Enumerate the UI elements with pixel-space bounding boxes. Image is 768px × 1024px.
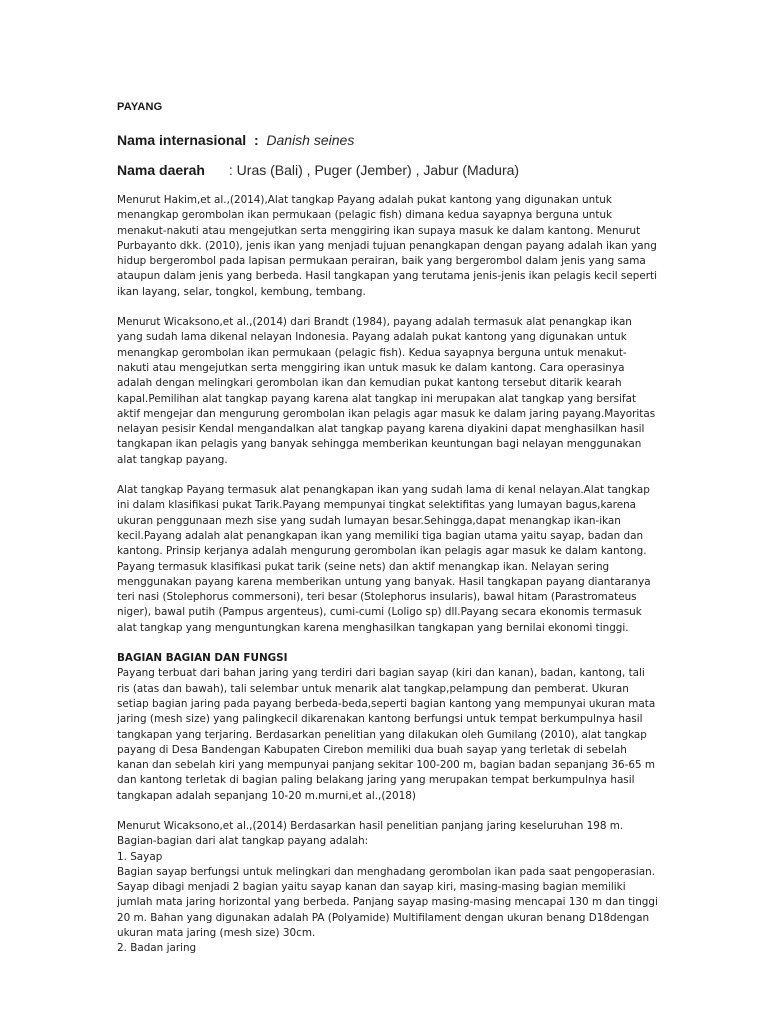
section-paragraph: [117, 666, 657, 804]
paragraph-line: aktif mengejar dan mengurung gerombolan ikan pelagis agar masuk ke dalam jaring payang.Mayoritas: [117, 407, 656, 420]
international-name-row: [117, 131, 657, 149]
paragraph-line: alat tangkap payang.: [117, 453, 228, 466]
paragraph-line: ikan layang, selar, tongkol, kembung, tembang.: [117, 285, 366, 298]
paragraph-line: 20 m. Bahan yang digunakan adalah PA (Polyamide) Multifilament dengan ukuran benang D18dengan: [117, 911, 650, 924]
paragraph-line: alat tangkap yang menguntungkan karena menghasilkan tangkapan yang bernilai ekonomi tinggi.: [117, 621, 629, 634]
paragraph-line: nakuti atau mengejutkan serta menggiring ikan untuk masuk ke dalam kantong. Cara operasinya: [117, 361, 625, 374]
paragraph-line: Sayap dibagi menjadi 2 bagian yaitu sayap kanan dan sayap kiri, masing-masing bagian memiliki: [117, 881, 626, 894]
document-page: [117, 100, 657, 957]
paragraph-line: adalah dengan melingkari gerombolan ikan dan kemudian pukat kantong tersebut ditarik kearah: [117, 377, 622, 390]
paragraph-line: Menurut Wicaksono,et al.,(2014) dari Brandt (1984), payang adalah termasuk alat penangkap ikan: [117, 316, 632, 329]
paragraph-line: Menurut Wicaksono,et al.,(2014) Berdasarkan hasil penelitian panjang jaring keseluruhan 198 m.: [117, 819, 624, 832]
paragraph-line: setiap bagian jaring pada payang berbeda-beda,seperti bagian kantong yang mempunyai ukuran mata: [117, 697, 656, 710]
paragraph-line: tangkapan ikan pelagis yang banyak sehingga memberikan keuntungan bagi nelayan menggunakan: [117, 438, 642, 451]
paragraph-line: teri nasi (Stolephorus commersoni), teri besar (Stolephorus insularis), bawal hitam (Parastromateus: [117, 591, 637, 604]
paragraph-line: jaring (mesh size) yang palingkecil dikarenakan kantong berfungsi untuk tempat berkumpulnya hasil: [117, 713, 643, 726]
paragraph-line: kecil.Payang adalah alat penangkapan ikan yang memiliki tiga bagian utama yaitu sayap, badan dan: [117, 529, 644, 542]
local-name-label: Nama daerah: [117, 162, 205, 178]
paragraph-line: nelayan pesisir Kendal mengandalkan alat tangkap payang karena diyakini dapat menghasilkan hasil: [117, 423, 645, 436]
section-heading: BAGIAN BAGIAN DAN FUNGSI: [117, 652, 288, 665]
paragraph-line: tangkapan yang terjaring. Berdasarkan penelitian yang dilakukan oleh Gumilang (2010), alat tangkap: [117, 728, 647, 741]
paragraph-line: ukuran mata jaring (mesh size) 30cm.: [117, 927, 316, 940]
paragraph-line: payang di Desa Bandengan Kabupaten Cirebon memiliki dua buah sayap yang terletak di sebelah: [117, 743, 627, 756]
paragraph-3: [117, 483, 657, 636]
paragraph-line: tangkapan adalah sepanjang 10-20 m.murni,et al.,(2018): [117, 789, 416, 802]
paragraph-line: Payang termasuk klasifikasi pukat tarik (seine nets) dan aktif menangkap ikan. Nelayan sering: [117, 560, 610, 573]
paragraph-line: yang sudah lama dikenal nelayan Indonesia. Payang adalah pukat kantong yang digunakan untuk: [117, 331, 627, 344]
paragraph-parts: [117, 819, 657, 957]
local-name-row: [117, 161, 657, 179]
paragraph-line: Menurut Hakim,et al.,(2014),Alat tangkap Payang adalah pukat kantong yang digunakan untuk: [117, 194, 612, 206]
local-name-value: : Uras (Bali) , Puger (Jember) , Jabur (Madura): [228, 162, 520, 178]
paragraph-line: dan kantong terletak di bagian paling belakang jaring yang merupakan tempat berkumpulnya hasil: [117, 774, 635, 787]
paragraph-line: ukuran penggunaan mezh sise yang sudah lumayan besar.Sehingga,dapat menangkap ikan-ikan: [117, 514, 621, 527]
paragraph-line: hidup bergerombol pada lapisan permukaan perairan, baik yang bergerombol dalam jenis yang sama: [117, 255, 646, 268]
international-name-separator: :: [253, 132, 259, 148]
document-title: PAYANG: [117, 101, 163, 113]
paragraph-line: kanan dan sebelah kiri yang mempunyai panjang sekitar 100-200 m, bagian badan sepanjang 36-65 m: [117, 759, 655, 772]
paragraph-line: Bagian-bagian dari alat tangkap payang adalah:: [117, 835, 369, 848]
paragraph-line: Payang terbuat dari bahan jaring yang terdiri dari bagian sayap (kiri dan kanan), badan, kantong, tali: [117, 667, 645, 680]
list-item-heading: 1. Sayap: [117, 850, 163, 863]
paragraph-line: menangkap gerombolan ikan permukaan (pelagic fish) dimana kedua sayapnya berguna untuk: [117, 209, 613, 222]
paragraph-line: ini dalam klasifikasi pukat Tarik.Payang mempunyai tingkat selektifitas yang lumayan bagus,karena: [117, 499, 637, 512]
paragraph-line: menggunakan payang karena memberikan untung yang banyak. Hasil tangkapan payang diantaranya: [117, 575, 651, 588]
paragraph-line: ris (atas dan bawah), tali selembar untuk menarik alat tangkap,pelampung dan pemberat. Ukuran: [117, 682, 629, 695]
paragraph-line: menakut-nakuti atau mengejutkan serta menggiring ikan supaya masuk ke dalam kantong. Menurut: [117, 224, 641, 237]
paragraph-1: [117, 193, 657, 300]
list-item-heading: 2. Badan jaring: [117, 942, 197, 955]
paragraph-line: Bagian sayap berfungsi untuk melingkari dan menghadang gerombolan ikan pada saat pengoperasian.: [117, 865, 655, 878]
paragraph-line: niger), bawal putih (Pampus argenteus), cumi-cumi (Loligo sp) dll.Payang secara ekonomis termasuk: [117, 606, 642, 619]
paragraph-2: [117, 315, 657, 468]
paragraph-line: Purbayanto dkk. (2010), jenis ikan yang menjadi tujuan penangkapan dengan payang adalah ikan yang: [117, 239, 657, 252]
international-name-value: Danish seines: [266, 132, 355, 148]
paragraph-line: jumlah mata jaring horizontal yang berbeda. Panjang sayap masing-masing mencapai 130 m dan tinggi: [117, 896, 658, 909]
paragraph-line: ataupun dalam jenis yang berbeda. Hasil tangkapan yang terutama jenis-jenis ikan pelagis kecil seperti: [117, 270, 657, 283]
paragraph-line: menangkap gerombolan ikan permukaan (pelagic fish). Kedua sayapnya berguna untuk menakut-: [117, 346, 627, 359]
international-name-label: Nama internasional: [117, 132, 247, 148]
paragraph-line: kantong. Prinsip kerjanya adalah mengurung gerombolan ikan pelagis agar masuk ke dalam kantong.: [117, 545, 647, 558]
paragraph-line: kapal.Pemilihan alat tangkap payang karena alat tangkap ini merupakan alat tangkap yang bersifat: [117, 392, 637, 405]
paragraph-line: Alat tangkap Payang termasuk alat penangkapan ikan yang sudah lama di kenal nelayan.Alat tangkap: [117, 484, 650, 497]
